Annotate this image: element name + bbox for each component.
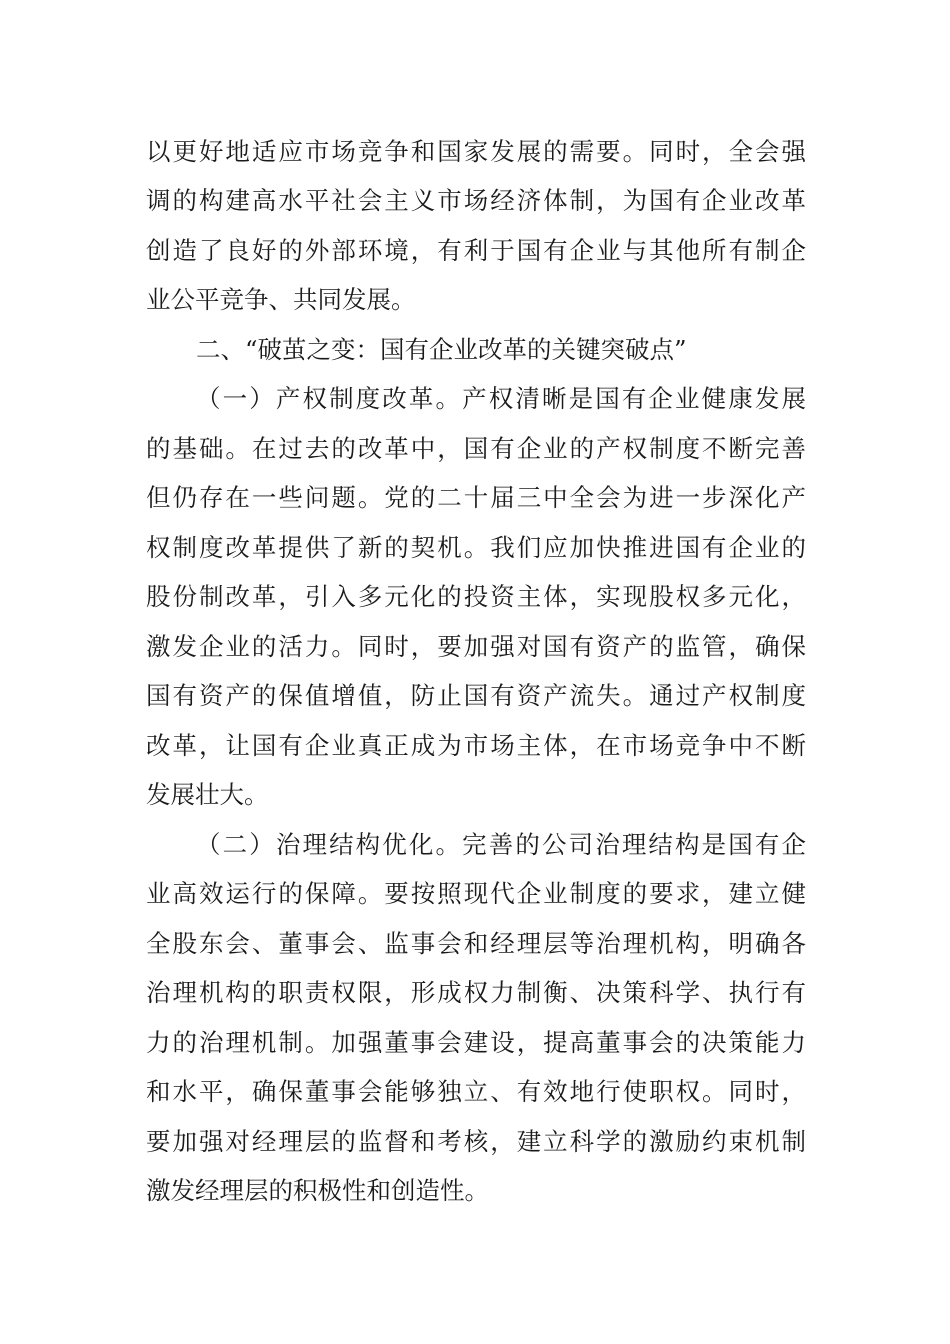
paragraph-property-line: 的基础。在过去的改革中，国有企业的产权制度不断完善 (146, 434, 806, 463)
paragraph-property-line: （一）产权制度改革。产权清晰是国有企业健康发展 (196, 384, 806, 413)
paragraph-intro-line: 调的构建高水平社会主义市场经济体制，为国有企业改革 (146, 186, 806, 215)
paragraph-intro-line: 以更好地适应市场竞争和国家发展的需要。同时，全会强 (146, 137, 806, 166)
paragraph-property-line: 发展壮大。 (146, 780, 269, 809)
paragraph-property-line: 但仍存在一些问题。党的二十届三中全会为进一步深化产 (146, 483, 806, 512)
paragraph-intro-line: 业公平竞争、共同发展。 (146, 285, 416, 314)
paragraph-governance-line: 业高效运行的保障。要按照现代企业制度的要求，建立健 (146, 879, 806, 908)
section-heading: 二、“破茧之变：国有企业改革的关键突破点” (196, 335, 687, 364)
paragraph-property-line: 改革，让国有企业真正成为市场主体，在市场竞争中不断 (146, 731, 806, 760)
paragraph-property-line: 激发企业的活力。同时，要加强对国有资产的监管，确保 (146, 632, 806, 661)
paragraph-property-line: 权制度改革提供了新的契机。我们应加快推进国有企业的 (146, 533, 806, 562)
paragraph-governance-line: 和水平，确保董事会能够独立、有效地行使职权。同时， (146, 1077, 806, 1106)
paragraph-property-line: 国有资产的保值增值，防止国有资产流失。通过产权制度 (146, 681, 806, 710)
paragraph-governance-line: 要加强对经理层的监督和考核，建立科学的激励约束机制 (146, 1127, 806, 1156)
paragraph-governance-line: （二）治理结构优化。完善的公司治理结构是国有企 (196, 830, 806, 859)
paragraph-property-line: 股份制改革，引入多元化的投资主体，实现股权多元化， (146, 582, 806, 611)
paragraph-governance-line: 激发经理层的积极性和创造性。 (146, 1176, 489, 1205)
paragraph-intro-line: 创造了良好的外部环境，有利于国有企业与其他所有制企 (146, 236, 806, 265)
paragraph-governance-line: 力的治理机制。加强董事会建设，提高董事会的决策能力 (146, 1028, 806, 1057)
paragraph-governance-line: 治理机构的职责权限，形成权力制衡、决策科学、执行有 (146, 978, 806, 1007)
paragraph-governance-line: 全股东会、董事会、监事会和经理层等治理机构，明确各 (146, 929, 806, 958)
